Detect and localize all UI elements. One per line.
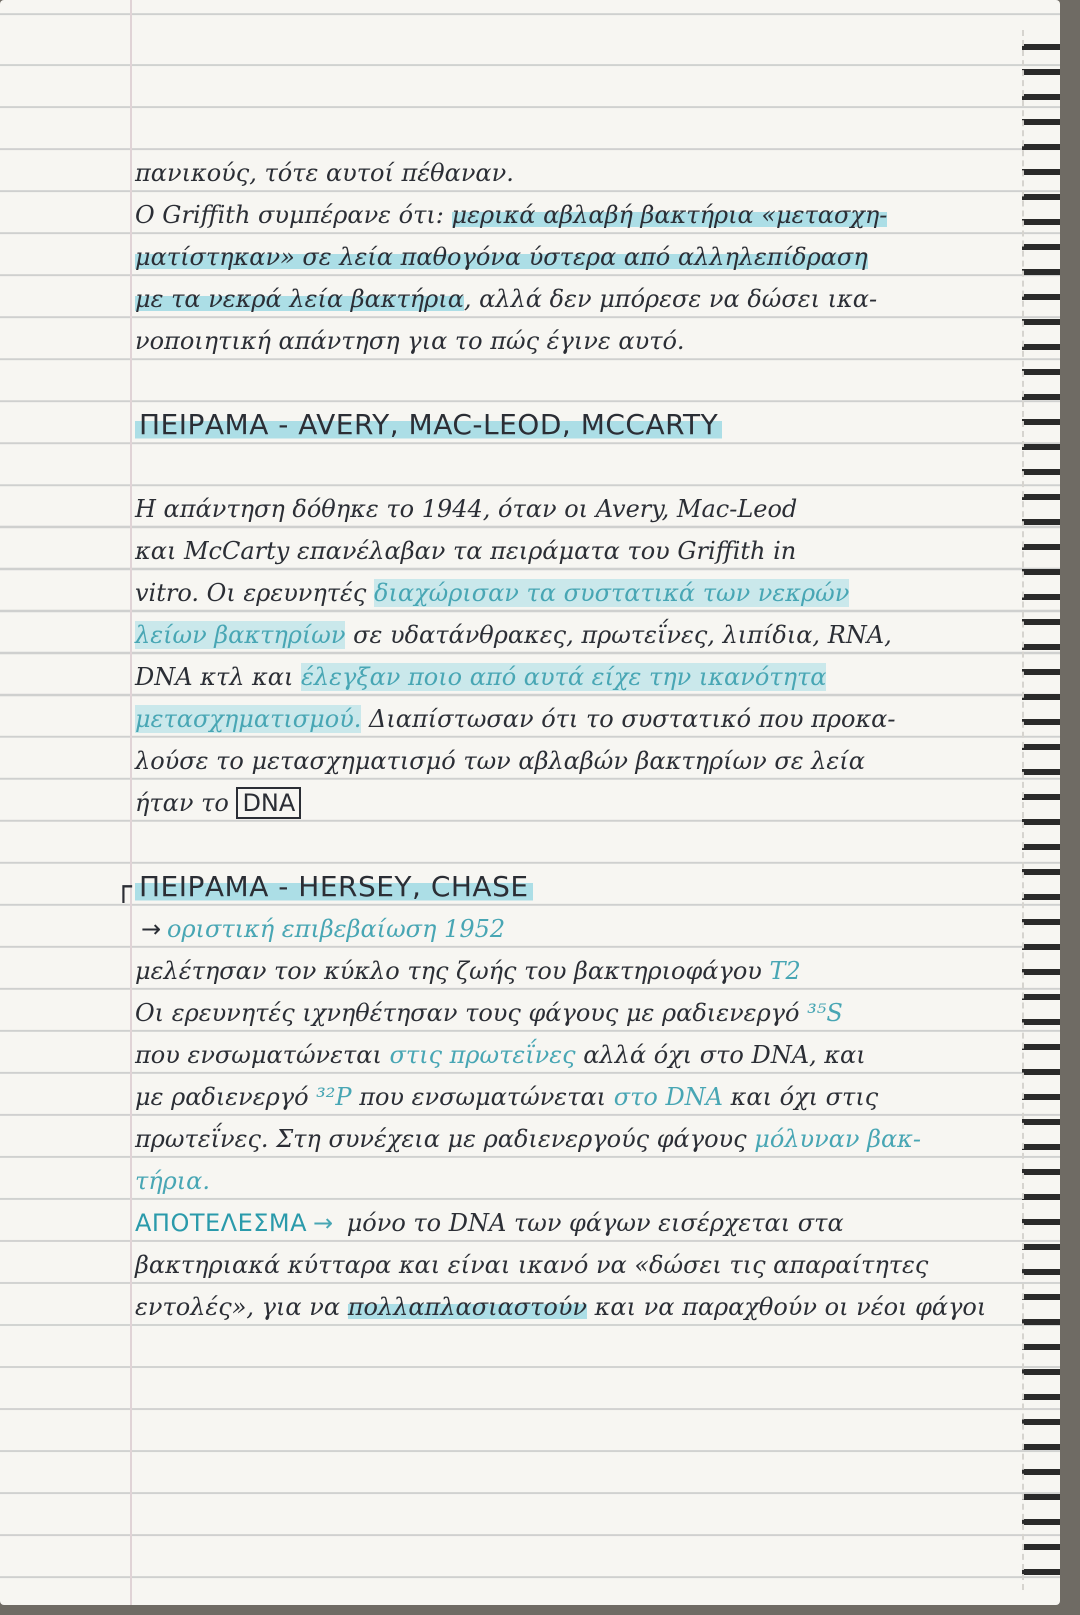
note-line xyxy=(135,236,1015,278)
section-heading: ┌ ΠΕΙΡΑΜΑ - HERSEY, CHASE xyxy=(135,866,1015,908)
boxed-term: DNA xyxy=(236,787,301,819)
note-line: με τα νεκρά λεία βακτήρια, αλλά δεν μπόρεσε να δώσει ικα- xyxy=(135,285,878,313)
note-line: εντολές», για να πολλαπλασιαστούν και να παραχθούν οι νέοι φάγοι xyxy=(135,1293,987,1321)
note-line: λούσε το μετασχηματισμό των αβλαβών βακτηρίων σε λεία xyxy=(135,747,865,775)
arrow-icon: → xyxy=(140,915,162,943)
note-line: ΑΠΟΤΕΛΕΣΜΑ → μόνο το DNA των φάγων εισέρχεται στα xyxy=(135,1202,1015,1244)
note-line: μετασχηματισμού. Διαπίστωσαν ότι το συστατικό που προκα- xyxy=(135,705,896,733)
note-line: → οριστική επιβεβαίωση 1952 xyxy=(135,908,1015,950)
highlight: μερικά αβλαβή βακτήρια «μετασχη- xyxy=(451,201,888,229)
note-line: ήταν το DNA xyxy=(135,782,1015,824)
bracket-arrow-icon: ┌ xyxy=(115,870,133,903)
section-heading: ΠΕΙΡΑΜΑ - AVERY, MAC-LEOD, MCCARTY xyxy=(135,404,1015,446)
note-line: τήρια. xyxy=(135,1167,211,1195)
margin-line xyxy=(130,0,132,1605)
note-line: λείων βακτηρίων σε υδατάνθρακες, πρωτεΐνες, λιπίδια, RNA, xyxy=(135,621,892,649)
arrow-icon: → xyxy=(313,1209,334,1237)
note-line: νοποιητική απάντηση για το πώς έγινε αυτό. xyxy=(135,327,685,355)
note-line: vitro. Οι ερευνητές διαχώρισαν τα συστατικά των νεκρών xyxy=(135,579,850,607)
note-line: Οι ερευνητές ιχνηθέτησαν τους φάγους με ραδιενεργό ³⁵S xyxy=(135,999,843,1027)
note-line: που ενσωματώνεται στις πρωτεΐνες αλλά όχι στο DNA, και xyxy=(135,1041,866,1069)
note-line: μελέτησαν τον κύκλο της ζωής του βακτηριοφάγου T2 xyxy=(135,957,801,985)
highlight: έλεγξαν ποιο από αυτά είχε την ικανότητα xyxy=(301,663,827,691)
highlight: λείων βακτηρίων xyxy=(135,621,346,649)
note-line: και McCarty επανέλαβαν τα πειράματα του Griffith in xyxy=(135,537,797,565)
note-line: πρωτεΐνες. Στη συνέχεια με ραδιενεργούς φάγους μόλυναν βακ- xyxy=(135,1125,922,1153)
highlight: διαχώρισαν τα συστατικά των νεκρών xyxy=(374,579,850,607)
note-line: με ραδιενεργό ³²P που ενσωματώνεται στο DNA και όχι στις xyxy=(135,1083,879,1111)
highlight: πολλαπλασιαστούν xyxy=(347,1293,588,1321)
note-line: DNA κτλ και έλεγξαν ποιο από αυτά είχε την ικανότητα xyxy=(135,663,827,691)
note-line: πανικούς, τότε αυτοί πέθαναν. xyxy=(135,159,514,187)
spiral-binding xyxy=(1022,30,1060,1590)
highlight: ματίστηκαν» σε λεία παθογόνα ύστερα από αλληλεπίδραση xyxy=(135,243,868,271)
highlight: με τα νεκρά λεία βακτήρια xyxy=(135,285,464,313)
highlight: μετασχηματισμού. xyxy=(135,705,362,733)
handwritten-notes xyxy=(115,152,1015,1328)
note-line: Ο Griffith συμπέρανε ότι: μερικά αβλαβή βακτήρια «μετασχη- xyxy=(135,201,888,229)
note-line: βακτηριακά κύτταρα και είναι ικανό να «δώσει τις απαραίτητες xyxy=(135,1251,929,1279)
note-line: Η απάντηση δόθηκε το 1944, όταν οι Avery, Mac-Leod xyxy=(135,495,798,523)
